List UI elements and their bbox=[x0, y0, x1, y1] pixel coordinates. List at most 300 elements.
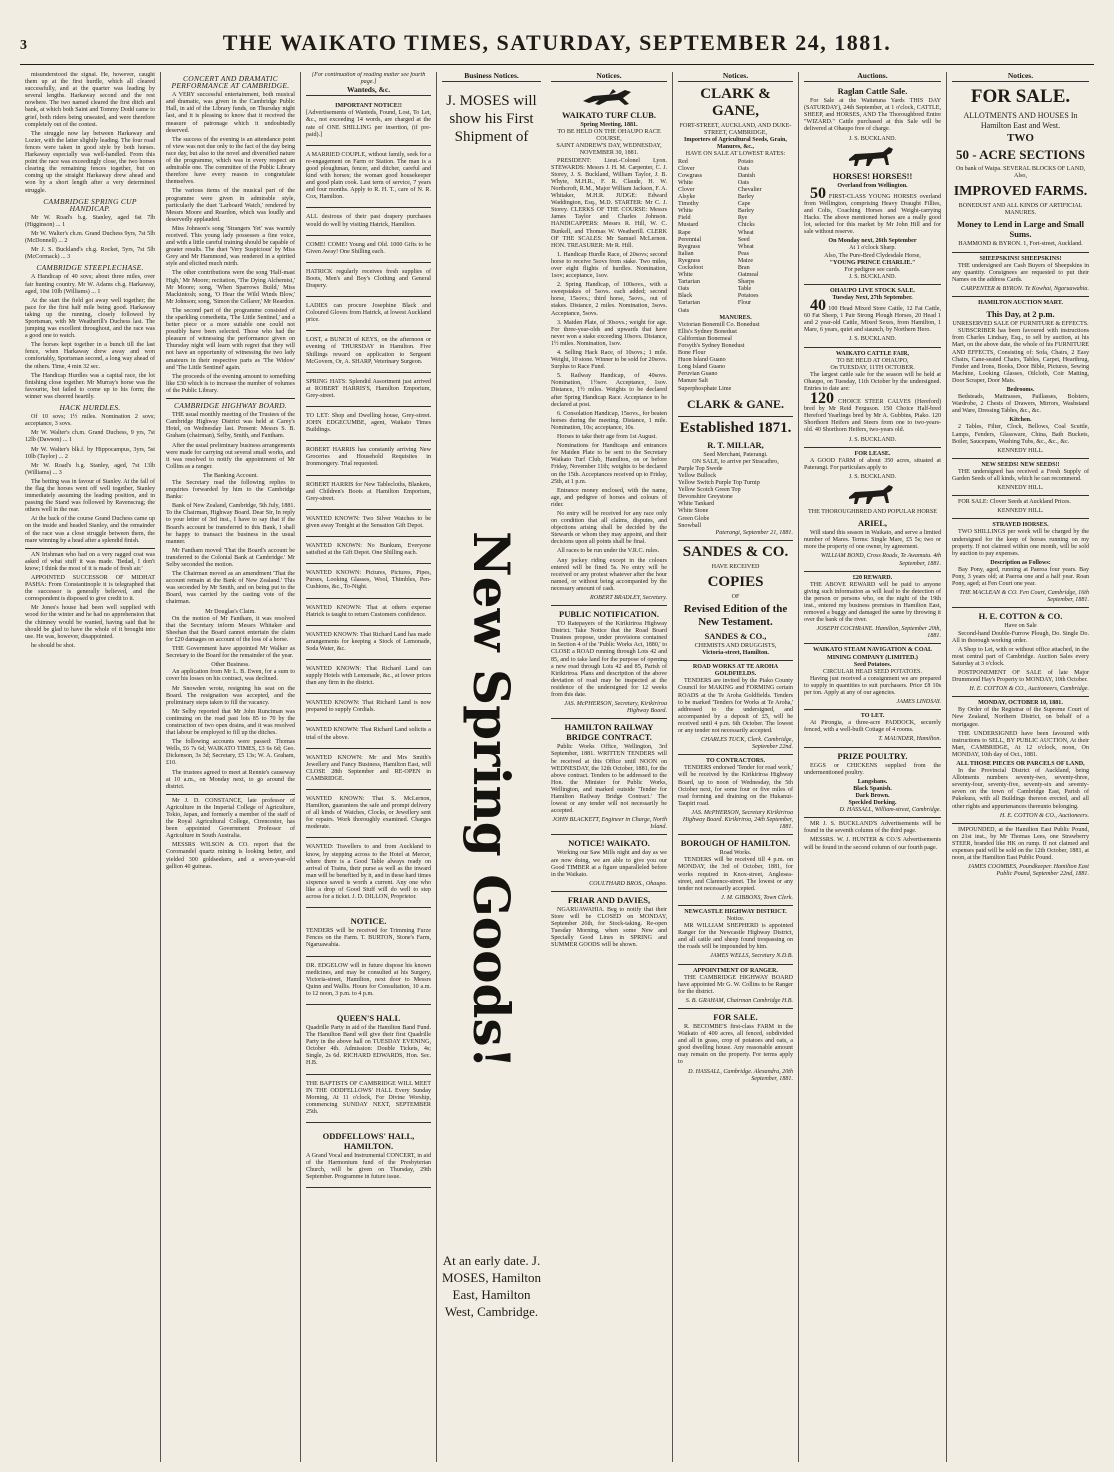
horse-icon bbox=[843, 145, 903, 169]
race-result: Mr W. Walter's ch.m. Grand Duchess 9yrs, 7st 5lb (McDonnell) ... 2 bbox=[25, 230, 155, 245]
manure-list bbox=[678, 322, 793, 393]
seed-list-left bbox=[678, 159, 733, 315]
improved-farms: IMPROVED FARMS. bbox=[953, 184, 1088, 200]
race-entry: 4. Selling Hack Race, of 10sovs.; 1 mile. Weight, 10 stone. Winner to be sold for 20sovs. Surplus to Race Fund. bbox=[551, 350, 667, 371]
divider bbox=[678, 1008, 793, 1009]
ad-text: 120 CHOICE STEER CALVES (Hereford) bred by Mr Reid Ferguson. 150 Choice Half-bred Hereford Yearlings bred by Mr A. Gubbins, Piako. 120 Shorthorn Heifers and Steers from one to two-years-old. 40 Shorthorn Heifers, two-years old. bbox=[804, 390, 941, 434]
millar-title: R. T. MILLAR, bbox=[707, 439, 764, 450]
column-6 bbox=[672, 72, 798, 1462]
seed-item: Flour bbox=[737, 300, 752, 307]
classified-ad: COME! COME! Young and Old. 1000 Gifts to be Given Away! One Shilling each. bbox=[306, 239, 431, 263]
article-paragraph: Bank of New Zealand, Cambridge, 5th July, 1881. To the Chairman, Highway Board. Dear Sir, In reply to your letter of 3rd inst., I have to say that if the Board's account be transferred to this Bank, I shall be happy to transact the business in the usual manner. bbox=[166, 503, 295, 545]
column-5 bbox=[546, 72, 672, 1462]
turnip-item: Devonshire Greystone bbox=[678, 494, 733, 501]
article-paragraph: MESSRS WILSON & CO. report that the Coromandel quartz mining is looking better, and yielded 300 goldseekers, and a seven-year-old gallion 40 guineas. bbox=[166, 842, 295, 870]
moses-ad-bottom: At an early date. J. MOSES, Hamilton East, Hamilton West, Cambridge. bbox=[442, 1253, 541, 1319]
ad-title: ARIEL, bbox=[857, 518, 888, 529]
article-paragraph: The horses kept together in a bunch till the last fence, when Harkaway drew away and won comfortably, Sportsman second, a long way ahead of the others. Time, 4 min 32 sec. bbox=[25, 342, 155, 370]
established-banner: Established 1871. bbox=[679, 419, 792, 436]
ad-title: NEWCASTLE HIGHWAY DISTRICT. bbox=[684, 908, 787, 915]
column-1 bbox=[20, 72, 160, 1462]
classified-ad: HATRICK regularly receives fresh supplies of Boots, Men's and Boy's Clothing and General Drapery. bbox=[306, 266, 431, 297]
condition: All races to be run under the V.R.C. rules. bbox=[557, 548, 659, 555]
article-paragraph: At the back of the course Grand Duchess came up on the inside and headed Stanley, and the remainder of the race was a close struggle between them, the mare winning by a head after a splendid finish. bbox=[25, 516, 155, 544]
race-heading: HACK HURDLES. bbox=[59, 403, 121, 413]
ad-text: SUBSCRIBER has been favoured with instructions from Charles Lindsay, Esq., to sell by auction, at his Mart, on the above date, the whole of his FURNITURE AND EFFECTS, Consisting of: Sofa, Chairs, 2 Easy Chairs, Cane-seated Chairs, Tables, Carpet, Hearthrug, Fender and Irons, Books, Door Bible, Pictures, Sewing Machine, Looking Glasses, Oilcloth, Coir Matting, Door Scraper, Door Mats. bbox=[952, 328, 1089, 384]
officers-list: PRESIDENT: Lieut.-Colonel Lyon. STEWARDS: Messrs J. H. M. Carpenter, C. J. Storey, J. S. Buckland, William Taylor, J. B. Whyte, M.H.R., F. R. Claude, H. W. Northcroft, R.M., Major William Jackson, F. A. Whitaker, M.H.R. JUDGE: Edward Waddington, Esq., M.D. STARTER: Mr C. J. Storey. CLERKS OF THE COURSE: Messrs James Taylor and Charles Johnson. HANDICAPPERS: Messrs R. Hill, W. C. Bunkell, and Thomas W. Weatherill. CLERK OF THE SCALES: Mr Samuel McLernon. HON. TREASURER: Mr R. Hill. bbox=[551, 157, 667, 249]
ad-text: A GOOD FARM of about 350 acres, situated at Paterangi. For particulars apply to bbox=[804, 457, 941, 471]
signature: H. E. COTTON & CO., Auctioneers, Cambridge. bbox=[969, 686, 1089, 693]
ad-text: MR WILLIAM SHEPHERD is appointed Ranger for the Newcastle Highway District, and all cattle and sheep found trespassing on the roads will be impounded by him. bbox=[678, 923, 793, 951]
sale-date: Tuesday Next, 27th September. bbox=[832, 294, 913, 301]
ad-text: FOR SALE: Clover Seeds at Auckland Prices. bbox=[958, 499, 1071, 506]
money-to-lend: Money to Lend in Large and Small Sums. bbox=[956, 219, 1085, 240]
two-label: TWO bbox=[1007, 132, 1034, 145]
classified-ad: WANTED KNOWN: That S. McLernon, Hamilton, guarantees the safe and prompt delivery of all kinds of Watches, Clocks, or Jewellery sent for repairs. Work thoroughly examined. Charges moderate. bbox=[306, 793, 431, 838]
signature: COULTHARD BROS., Ohaupo. bbox=[589, 880, 667, 887]
divider bbox=[551, 834, 667, 835]
manure-item: Bone Flour bbox=[678, 350, 706, 357]
racehorse-icon bbox=[579, 86, 639, 108]
clark-signature: CLARK & GANE. bbox=[686, 396, 784, 411]
article-paragraph: The trustees agreed to meet at Rennie's causeway at 10 a.m., on Monday next, to go around the district. bbox=[166, 769, 295, 790]
seed-item: Danish Oats bbox=[737, 172, 756, 186]
classified-ad: ROBERT HARRIS has constantly arriving New Groceries and Household Requisites in Ironmongery. Trial requested. bbox=[306, 444, 431, 475]
article-paragraph: THE usual monthly meeting of the Trustees of the Cambridge Highway District was held at Carey's Hotel, on Wednesday last. Present: Messrs S. B. Graham (chairman), Selby, Smith, and Fantham. bbox=[166, 412, 295, 440]
sale-date: This Day, at 2 p.m. bbox=[986, 309, 1055, 320]
divider bbox=[952, 495, 1089, 496]
sale-date: On Monday next, 26th September bbox=[828, 238, 917, 245]
article-paragraph: A Handicap of 40 sovs; about three miles, over fair hunting country. Mr W. Adams ch.g. Harkaway, aged, 10st 10lb (Williams) ... 1 bbox=[25, 274, 155, 295]
ad-text: For Sale at the Waitetuna Yards THIS DAY (SATURDAY), 24th September, at 1 o'clock, CATTLE, SHEEP, and HORSES, AND The Thoroughbred Entire "WIZARD." Cattle purchased at this Sale will be delivered at Ohaupo free of charge. bbox=[804, 98, 941, 133]
masthead-title: THE WAIKATO TIMES, SATURDAY, SEPTEMBER 24, 1881. bbox=[20, 30, 1094, 65]
condition: Any jockey riding except in the colours entered will be fined 5s. No entry will be received or any protest whatever after the hour named, or without being accompanied by the necessary amount of cash. bbox=[551, 557, 667, 592]
seed-item: White Tartarian Oats bbox=[678, 272, 700, 293]
ad-title: ROAD WORKS AT TE AROHA GOLDFIELDS. bbox=[692, 664, 779, 678]
manure-item: Peruvian Guano bbox=[678, 371, 718, 378]
divider bbox=[678, 540, 793, 541]
ad-title: STRAYED HORSES. bbox=[992, 522, 1049, 529]
allotments-line: ALLOTMENTS AND HOUSES In Hamilton East and West. bbox=[963, 111, 1078, 131]
column-header: Notices. bbox=[678, 72, 793, 82]
ad-text: TENDERS endorsed 'Tender for road work,' will be received by the Kirikiriroa Highway Board, up to noon of Wednesday, the 5th October next, for some four or five miles of road forming and draining on the Hukanui-Taupiri road. bbox=[678, 765, 793, 807]
signature: KENNEDY HILL. bbox=[997, 508, 1044, 515]
improved-sub: BONEDUST AND ALL KINDS OF ARTIFICIAL MANURES. bbox=[958, 203, 1083, 217]
ad-text: Working our Saw Mills night and day as we are now doing, we are able to give you our Good TIMBER at a figure unparalleled before in the Waikato. bbox=[551, 850, 667, 878]
signature: THE MACLEAN & CO. Fen Court, Cambridge, 16th September, 1881. bbox=[959, 590, 1089, 604]
ad-title: TO LET. bbox=[860, 713, 885, 720]
seed-list-right bbox=[738, 159, 793, 315]
race-result: Mr W. Road's b.g. Stanley, aged 6st 7lb (Higginson) ... 1 bbox=[25, 214, 155, 228]
ad-title: BOROUGH OF HAMILTON. bbox=[680, 838, 791, 849]
manure-item: Huon Island Guano bbox=[678, 357, 726, 364]
classified-ad: WANTED KNOWN: That Richard Land can supply Hotels with Lemonade, &c., at lower prices than any firm in the district. bbox=[306, 663, 431, 694]
race-heading: CAMBRIDGE SPRING CUP HANDICAP. bbox=[43, 196, 137, 213]
seed-item: Cowgrass bbox=[678, 172, 703, 179]
condition: Entrance money enclosed, with the name, age, and pedigree of horses and colours of rider. bbox=[551, 487, 667, 508]
ad-subtitle: Description as Follows: bbox=[990, 559, 1051, 566]
millar-subtitle: Seed Merchant, Paterangi. bbox=[703, 451, 768, 458]
subheading: Mr Douglas's Claim. bbox=[205, 608, 256, 615]
ad-title: TO CONTRACTORS. bbox=[705, 758, 766, 765]
article-paragraph: The success of the evening is an attendance point of view was not due only to the fact of the day being race day, but also to the novel and diversified nature of the programme, which was in every respect an admirable one. The committee of the Public Library therefore have every reason to congratulate themselves. bbox=[166, 136, 295, 186]
ad-text: A Grand Vocal and Instrumental CONCERT, in aid of the Harmonium fund of the Presbyterian Church, will be given on Thursday, 29th September. Programme in future issue. bbox=[306, 1153, 431, 1181]
column-8 bbox=[946, 72, 1094, 1462]
subheading: Other Business. bbox=[211, 662, 250, 669]
divider bbox=[952, 296, 1089, 297]
ad-title: HORSES! HORSES!! bbox=[832, 170, 913, 181]
signature: ROBERT BRADLEY, Secretary. bbox=[590, 595, 667, 601]
meeting-title: Spring Meeting, 1881. bbox=[580, 122, 638, 129]
manure-item: Forsyth's Sydney Bonedust bbox=[678, 343, 745, 349]
seed-item: Italian Ryegrass bbox=[678, 250, 701, 264]
race-entry: 5. Railway Handicap, of 40sovs. Nomination, 1½sov. Acceptance, 1sov. Distance, 1½ miles. Weights to be declared after Spring Handicap Race. Acceptance to be declared at post. bbox=[551, 373, 667, 408]
article-paragraph: THE Government have appointed Mr Walker as Secretary to the Board for the remainder of the year. bbox=[166, 646, 295, 660]
article-paragraph: After the usual preliminary business arrangements were made for carrying out several small works, and it was resolved to notify the appointment of Mr Collins as a ranger. bbox=[166, 442, 295, 470]
article-paragraph: On the motion of Mr Fantham, it was resolved that the Secretary inform Messrs Whitaker and Sheehan that the Board cannot entertain the claim for £20 damages on account of the loss of a horse. bbox=[166, 615, 295, 643]
divider bbox=[25, 548, 155, 549]
divider bbox=[952, 518, 1089, 519]
moses-ad-top: J. MOSES will show his First Shipment of bbox=[446, 93, 537, 146]
signature: S. B. GRAHAM, Chairman Cambridge H.B. bbox=[685, 997, 793, 1004]
ad-title: NEW SEEDS! NEW SEEDS!! bbox=[981, 461, 1060, 468]
seed-item: Peas bbox=[737, 250, 749, 257]
classified-ad: WANTED KNOWN: Mr and Mrs Smith's Jewellery and Fancy Business, Hamilton East, will CLOSE 28th September and RE-OPEN in CAMBRIDGE. bbox=[306, 752, 431, 790]
article-paragraph: The Handicap Hurdles was a capital race, the lot finishing close together. Mr Murray's horse was the favourite, but failed to come up to his form; the winner was cheered heartily. bbox=[25, 372, 155, 400]
ad-title: FOR LEASE. bbox=[854, 450, 891, 457]
classified-ad: WANTED KNOWN: That Richard Land has made arrangements for keeping a Stock of Lemonade, Soda Water, &c. bbox=[306, 629, 431, 660]
manure-item: Ellis's Sydney Bonedust bbox=[678, 328, 737, 335]
divider bbox=[804, 709, 941, 710]
ad-text: NGARUAWAHIA. Beg to notify that their Store will be CLOSED on MONDAY, September 26th, for Stock-taking. Re-open Tuesday Morning, when some New and Specially Good Lines in SPRING and SUMMER GOODS will be shown. bbox=[551, 906, 667, 949]
article-paragraph: The following accounts were passed: Thomas Wells, £6 7s 6d; WAIKATO TIMES, £3 6s 6d; Geo. Dickenson, 3s 3d; Secretary, £5 13s; W. A. Graham, £10. bbox=[166, 739, 295, 767]
ad-text: IMPOUNDED, at the Hamilton East Public Pound, on 21st inst., by Mr Thomas Lees, one Strawberry STEER, branded like HK on rump. If not claimed and expenses paid will be sold on the 12th October, 1881, at noon, at the Hamilton East Public Pound. bbox=[952, 826, 1089, 862]
section-heading: CONCERT AND DRAMATIC PERFORMANCE AT CAMBRIDGE. bbox=[171, 74, 290, 91]
club-title: WAIKATO TURF CLUB. bbox=[562, 110, 656, 121]
sale-date: On TUESDAY, 11TH OCTOBER. bbox=[830, 364, 915, 371]
divider bbox=[952, 252, 1089, 253]
condition: No entry will be received for any race only on condition that all claims, disputes, and objections arising shall be decided by the Stewards or whom they may appoint, and their decisions upon all points shall be final. bbox=[551, 510, 667, 546]
signature: D. HASSALL, Cambridge. Alexandra, 20th September, 1881. bbox=[688, 1068, 793, 1082]
signature: T. MAUNDER, Hamilton. bbox=[878, 736, 941, 743]
column-header: Notices. bbox=[952, 72, 1089, 82]
ad-text: Bedsteads, Mattrasses, Paillasses, Bolsters, Wardrobe, 2 Chests of Drawers, Mirrors, Washstand and Ware, Dressing Tables, &c., &c. bbox=[952, 394, 1089, 415]
divider bbox=[804, 284, 941, 285]
notice-text: TENDERS will be received for Trimming Furze Fences on the Farm. T. BURTON, Stone's Farm, Ngaruawahia. bbox=[306, 928, 431, 949]
ad-subtitle: THE THOROUGHBRED AND POPULAR HORSE bbox=[808, 509, 937, 516]
column-header: Notices. bbox=[551, 72, 667, 82]
seed-item: Table Potatoes bbox=[737, 286, 759, 300]
race-result: Of 10 sovs; 1½ miles. Nomination 2 sovs; acceptance, 3 sovs. bbox=[25, 414, 155, 428]
classified-ad: ROBERT HARRIS for New Tablecloths, Blankets, and Children's Boots at Hamilton Emporium, Grey-street. bbox=[306, 479, 431, 510]
classified-ad: WANTED KNOWN: That Richard Land is now prepared to supply Cordials. bbox=[306, 697, 431, 721]
classified-ad: TO LET: Shop and Dwelling house, Grey-street. JOHN EDGECUMBE, agent, Waikato Times Buildings. bbox=[306, 410, 431, 441]
ad-subtitle: Overland from Wellington. bbox=[837, 182, 908, 189]
divider bbox=[952, 458, 1089, 459]
article-paragraph: Miss Johnson's song 'Strangers Yet' was warmly received. This young lady possesses a fine voice, and with a little careful training should be capable of greater results. The duet 'Very Suspicious' by Miss Grey and Mr Hammond, was rendered in a spirited style and elicited much mirth. bbox=[166, 225, 295, 268]
signature: KENNEDY HILL. bbox=[997, 447, 1044, 454]
signature: JAS. McPHERSON, Secretary, Kirikiriroa Highway Board. bbox=[564, 701, 667, 715]
signature: H. E. COTTON & CO., Auctioneers. bbox=[999, 812, 1089, 819]
ad-title: APPOINTMENT OF RANGER. bbox=[693, 967, 778, 974]
article-paragraph: misunderstood the signal. He, however, caught them up at the first hurdle, which all cleared successfully, and at the quarter was leading by several lengths. Harkaway second and the rest nowhere. The two named cleared the first ditch and bank, at which both Saint and Tommy Dodd came to grief, both riders being unseated, and were therefore completely out of the contest. bbox=[25, 72, 155, 128]
classified-ad: LOST, a BUNCH of KEYS, on the afternoon or evening of THURSDAY in Hamilton. Five Shillings reward on application to Sergeant McGovern, Or, A. SHARP, Veterinary Surgeon. bbox=[306, 334, 431, 372]
number-onetwenty: 120 bbox=[810, 390, 834, 408]
divider bbox=[551, 718, 667, 719]
signature: J. S. BUCKLAND. bbox=[848, 336, 897, 343]
race-entry: 6. Consolation Handicap, 15sovs., for beaten horses during the meeting. Distance, 1 mile. Nomination, 10s; acceptance, 10s. bbox=[551, 410, 667, 431]
classified-ad: WANTED KNOWN: No Bunkum, Everyone satisfied at the Gift Depot. One Shilling each. bbox=[306, 540, 431, 564]
turnip-item: White Stone bbox=[678, 508, 709, 515]
ad-text: THE undersigned has received a Fresh Supply of Garden Seeds of all kinds, which he can recommend. bbox=[952, 468, 1089, 482]
race-heading: CAMBRIDGE STEEPLECHASE. bbox=[36, 263, 144, 273]
seed-item: Oatmeal bbox=[737, 272, 759, 279]
ad-title: FOR SALE. bbox=[713, 1012, 758, 1022]
seed-item: Rape bbox=[678, 229, 691, 236]
seed-item: Rye bbox=[737, 215, 748, 222]
ad-text: Second-hand Double-Furrow Plough, Do. Single Do. All in thorough working order. bbox=[952, 630, 1089, 644]
divider bbox=[804, 747, 941, 748]
horse-note: For pedigree see cards. bbox=[844, 266, 901, 273]
signature: J. S. BUCKLAND. bbox=[848, 436, 897, 443]
ad-text: POSTPONEMENT OF SALE of late Major Drummond Hay's Property to MONDAY, 10th October. bbox=[952, 669, 1089, 684]
sandes-title: SANDES & CO. bbox=[682, 543, 789, 560]
classified-ad: WANTED KNOWN: Two Silver Watches to be given away Tonight at the Sensation Gift Depot. bbox=[306, 513, 431, 537]
number-forty: 40 bbox=[810, 297, 826, 315]
divider bbox=[551, 605, 667, 606]
ad-title: PUBLIC NOTIFICATION. bbox=[559, 609, 659, 620]
ad-title: OHAUPO LIVE STOCK SALE. bbox=[830, 287, 915, 294]
race-result: Mr W. Road's b.g. Stanley, aged, 7st 13lb (Williams) ... 3 bbox=[25, 462, 155, 476]
ad-subtitle: ALL THOSE PIECES OR PARCELS OF LAND, bbox=[956, 761, 1085, 767]
sandes-copies: COPIES bbox=[707, 573, 764, 590]
signature: Paterangi, September 21, 1881. bbox=[715, 529, 793, 536]
ad-text: THE undersigned are Cash Buyers of Sheepskins in any quantity. Consignees are requested to put their Names on the address Cards. bbox=[952, 262, 1089, 283]
ad-title: WAIKATO STEAM NAVIGATION & COAL MINING COMPANY (LIMITED.) bbox=[812, 647, 933, 661]
notice-title: IMPORTANT NOTICE!! bbox=[335, 103, 402, 110]
ad-title: MONDAY, OCTOBER 10, 1881. bbox=[978, 700, 1063, 707]
classified-ad: A MARRIED COUPLE, without family, seek for a re-engagement on Farm or Station. The man is a good ploughman, fencer, and ditcher, careful and kind with horses; the woman good housekeeper and good plain cook. Last term of service, 7 years and four months. Apply to R. H. T., care of N. R. Cox, Hamilton. bbox=[306, 149, 431, 209]
seed-item: Chevalier Barley bbox=[737, 186, 762, 201]
article-paragraph: Mr Fantham moved 'That the Board's account be transferred to the Colonial Bank at Cambridge.' Mr Selby seconded the motion. bbox=[166, 547, 295, 568]
ad-text: 2 Tables, Filter, Clock, Bellows, Coal Scuttle, Lamps, Fenders, Glassware, China, Bath Buckets, Boiler, Saucepans, Washing Tubs, &c., &c., &c. bbox=[952, 424, 1089, 445]
divider bbox=[952, 696, 1089, 697]
article-paragraph: APPOINTED SUCCESSOR OF MIDHAT PASHA: From Constantinople it is telegraphed that the successor is generally believed, and the correspondent is disposed to give credit to it. bbox=[25, 575, 155, 603]
ad-text: MR J. S. BUCKLAND'S Advertisements will be found in the seventh column of the third page. bbox=[804, 821, 941, 835]
horse-name: "YOUNG PRINCE CHARLIE." bbox=[829, 259, 916, 266]
seed-item: Maize bbox=[737, 257, 754, 264]
column-header: Auctions. bbox=[804, 72, 941, 82]
ad-title: H. E. COTTON & CO. bbox=[978, 611, 1063, 622]
millar-intro: ON SALE, to arrive per Stracathro, bbox=[692, 458, 779, 465]
classified-ad: LADIES can procure Josephine Black and Coloured Gloves from Hatrick, at lowest Auckland price. bbox=[306, 300, 431, 331]
ad-title: SHEEPSKINS! SHEEPSKINS! bbox=[979, 255, 1062, 262]
signature: JOHN BLACKETT, Engineer in Charge, North Island. bbox=[552, 817, 667, 831]
signature: JAMES WELLS, Secretary N.D.B. bbox=[710, 953, 793, 960]
ad-subtitle: Seed Potatoes. bbox=[853, 661, 892, 668]
divider bbox=[166, 794, 295, 795]
signature: JOSEPH COCHRANE. Hamilton, September 20th, 1881. bbox=[816, 626, 941, 640]
meeting-venue: TO BE HELD ON THE OHAUPO RACE COURSE, bbox=[557, 129, 661, 143]
breed: Black Spanish. bbox=[853, 785, 892, 792]
turnip-item: Green Globe bbox=[678, 515, 710, 522]
number-fifty: 50 bbox=[810, 184, 826, 202]
ad-subtitle: CIRCULAR HEAD SEED POTATOES. bbox=[823, 668, 922, 675]
signature: CHARLES TUCK, Clerk. Cambridge, September 22nd. bbox=[700, 737, 793, 751]
ad-title: ODDFELLOWS' HALL, HAMILTON. bbox=[322, 1131, 415, 1151]
notice-text: [Advertisements of Wanteds, Found, Lost, To Let, &c., not exceeding 14 words, are charged at the rate of ONE SHILLING per insertion, (if pre-paid).] bbox=[306, 110, 431, 138]
clark-intro: HAVE ON SALE AT LOWEST RATES: bbox=[685, 151, 786, 158]
sandes-address: Victoria-street, Hamilton. bbox=[702, 650, 769, 657]
signature: CARPENTER & BYRON. Te Kowhai, Ngaruawahia. bbox=[960, 285, 1089, 292]
classified-ad: ALL desirous of their past drapery purchases would do well by visiting Hatrick, Hamilton. bbox=[306, 211, 431, 235]
divider bbox=[678, 964, 793, 965]
ad-subtitle: UNRESERVED SALE OF FURNITURE & EFFECTS. bbox=[952, 321, 1089, 328]
classified-ad: DR. EDGELOW will in future dispose his known medicines, and may be consulted at his Surgery, Victoria-street, Hamilton, next door to Messrs Quinn and Wallis. Hours for Consultation, 10 a.m. to 12 noon, 3 p.m. to 4 p.m. bbox=[306, 960, 431, 1005]
room-heading: Kitchen. bbox=[1009, 417, 1032, 424]
divider bbox=[678, 905, 793, 906]
classified-ad: SPRING HATS: Splendid Assortment just arrived at ROBERT HARRIS'S, Hamilton Emporium, Grey-street. bbox=[306, 376, 431, 407]
column-header: Business Notices. bbox=[442, 72, 541, 82]
seed-item: Perennial Ryegrass bbox=[678, 236, 702, 250]
race-entry: 1. Handicap Hurdle Race, of 20sovs; second horse to receive 5sovs from stake. Two miles, over eight flights of hurdles. Nomination, 1sov; acceptance, 1sov. bbox=[551, 251, 667, 280]
ad-text: The largest cattle sale for the season will be held at Ohaupo, on Tuesday, 11th October by the undersigned. Entries to date are: bbox=[804, 371, 941, 392]
ad-text: Public Works Office, Wellington, 3rd September, 1881. WRITTEN TENDERS will be received at this Office until NOON on WEDNESDAY, the 12th October, 1881, for the above contract. Tenders to be addressed to the Hon. the Minister for Public Works, Wellington, and marked outside 'Tender for Hamilton Railway Bridge Contract.' The lowest or any tender will not necessarily be accepted. bbox=[551, 744, 667, 815]
ad-subtitle: TO BE HELD AT OHAUPO, bbox=[836, 357, 909, 364]
ad-text: Bay Pony, aged, running at Paeroa four years. Bay Pony, 3 years old; at Paeroa one and a half year. Roan Pony, aged; at Fen Court one year. bbox=[952, 566, 1089, 588]
manure-item: Manure Salt bbox=[678, 378, 708, 385]
divider bbox=[551, 891, 667, 892]
notice-title: NOTICE. bbox=[350, 916, 387, 927]
article-paragraph: The Chairman moved as an amendment 'That the account remain at the Bank of New Zealand.' This was seconded by Mr Smith, and on being put to the Board, was carried by the casting vote of the chairman. bbox=[166, 571, 295, 606]
signature: J. S. BUCKLAND. bbox=[848, 273, 897, 280]
ad-text: THE CAMBRIDGE HIGHWAY BOARD have appointed Mr G. W. Collins to be Ranger for the district. bbox=[678, 974, 793, 995]
seed-item: Cape Barley bbox=[737, 201, 755, 215]
breed: Speckled Dorking. bbox=[848, 800, 897, 807]
ad-text: THE UNDERSIGNED have been favoured with instructions to SELL, BY PUBLIC AUCTION, At their Mart, CAMBRIDGE, At 12 o'clock, noon, On MONDAY, 10th day of Oct., 1881. bbox=[952, 730, 1089, 758]
article-paragraph: he should be shot. bbox=[31, 642, 76, 649]
ad-text: In the Provincial District of Auckland, being Allotments numbers seventy-two, seventy-three, seventy-four, seventy-five, seventy-six and seventy-seven on the town of Cambridge East, Parish of Pukekura, with all Buildings thereon erected, and all other rights and appurtenances thereunto belonging. bbox=[952, 768, 1089, 810]
seed-item: Sharps bbox=[737, 279, 755, 286]
classified-ad: THE BAPTISTS OF CAMBRIDGE WILL MEET IN THE ODDFELLOWS' HALL Every Sunday Morning, At 11 o'clock, For Divine Worship, commencing SUNDAY NEXT, SEPTEMBER 25th. bbox=[306, 1078, 431, 1123]
article-paragraph: Mr Selby reported that Mr John Runciman was continuing on the road past lots 85 to 70 by the construction of two open drains, and it was resolved that labour be employed to fill up the ditches. bbox=[166, 708, 295, 737]
article-paragraph: AN Irishman who had on a very ragged coat was asked of what stuff it was made. 'Bedad, I don't know; I think the most of it is made of fresh air.' bbox=[25, 551, 155, 572]
turnip-item: Yellow Scotch Green Top bbox=[678, 487, 741, 494]
ad-text: TENDERS will be received till 4 p.m. on MONDAY, the 3rd of October, 1881, for works required in Knox-street, Anglesea-street, and Clarence-street. The lowest or any tender not necessarily accepted. bbox=[678, 857, 793, 892]
classified-ad: WANTED KNOWN: That at others expense Hatrick is taught to return Customers confidence. bbox=[306, 602, 431, 626]
subheading: The Banking Account. bbox=[202, 472, 258, 479]
article-paragraph: The Secretary read the following replies to enquiries forwarded by him to the Cambridge Banks: bbox=[166, 479, 295, 501]
meeting-date: SAINT ANDREW'S DAY, WEDNESDAY, NOVEMBER 30, 1881. bbox=[556, 143, 662, 157]
article-paragraph: The betting was in favour of Stanley. At the fall of the flag the horses went off well together, Stanley immediately assuming the leading position, and in passing the Stand was followed by Ravenscrag; the others well in the rear. bbox=[25, 478, 155, 514]
clark-address: FORT-STREET, AUCKLAND, AND DUKE-STREET, CAMBRIDGE, bbox=[679, 123, 792, 137]
ad-title: PRIZE POULTRY. bbox=[837, 750, 908, 761]
ad-title: FRIAR AND DAVIES, bbox=[567, 894, 651, 905]
ad-title: NOTICE! WAIKATO. bbox=[568, 838, 650, 849]
horse-icon bbox=[843, 483, 903, 507]
sandes-edition: Revised Edition of the New Testament. bbox=[683, 602, 788, 628]
ad-title: Raglan Cattle Sale. bbox=[837, 86, 908, 97]
signature: JAMES LINDSAY. bbox=[896, 699, 941, 706]
manure-item: Victorian Bonemill Co. Bonedust bbox=[678, 321, 760, 328]
sections-sub: On bank of Waipa. SEVERAL BLOCKS OF LAND, Also, bbox=[955, 166, 1086, 180]
ad-text: R. BECOMBE'S first-class FARM in the Waikato of 400 acres, all fenced, subdivided and all in grass, crop of potatoes and oats, a good dwelling house. Any reasonable amount may remain on the property. For terms apply to bbox=[678, 1024, 793, 1066]
article-paragraph: A VERY successful entertainment, both musical and dramatic, was given in the Cambridge Public Hall, in aid of the Library funds, on Thursday night last, and it is pleasing to know that it received the measure of patronage which it undoubtedly deserved. bbox=[166, 92, 295, 134]
article-paragraph: An application from Mr L. B. Ewen, for a sum to cover his losses on his contract, was declined. bbox=[166, 669, 295, 683]
divider bbox=[804, 643, 941, 644]
divider bbox=[804, 447, 941, 448]
seed-item: Black Tartarian Oats bbox=[678, 293, 700, 314]
ad-title: QUEEN'S HALL bbox=[336, 1012, 401, 1023]
turnip-item: White Tankard bbox=[678, 501, 715, 508]
divider bbox=[678, 754, 793, 755]
divider bbox=[166, 398, 295, 399]
new-spring-goods-banner: New Spring Goods! bbox=[462, 531, 521, 1069]
section-heading: CAMBRIDGE HIGHWAY BOARD. bbox=[173, 401, 288, 411]
ad-text: MESSRS. W. J. HUNTER & CO.'S Advertisements will be found in the second column of our fourth page. bbox=[804, 837, 941, 851]
clark-gane-title: CLARK & GANE, bbox=[700, 86, 771, 120]
seed-list bbox=[678, 159, 793, 315]
breed: Dark Brown. bbox=[855, 792, 890, 799]
ad-text: Having just received a consignment we are prepared to supply in quantities to suit purchasers. Price £8 10s per ton. Apply at any of our agencies. bbox=[804, 675, 941, 696]
seed-item: Alsyke bbox=[678, 194, 696, 201]
seed-item: Potato Oats bbox=[737, 158, 754, 172]
column-header: Wanteds, &c. bbox=[306, 86, 431, 96]
ad-title: HAMILTON RAILWAY BRIDGE CONTRACT. bbox=[564, 722, 654, 743]
seed-item: Seed Wheat bbox=[737, 236, 754, 250]
clark-subtitle: Importers of Agricultural Seeds, Grain, Manures, &c., bbox=[684, 137, 787, 151]
sandes-line: HAVE RECEIVED bbox=[711, 563, 760, 570]
seed-item: Chicks Wheat bbox=[737, 222, 755, 236]
ad-text: Will stand this season in Waikato, and serve a limited number of Mares. Terms: Single Mare, £5 5s; two or more the property of one owner, by agreement. bbox=[804, 530, 941, 551]
article-paragraph: The various items of the musical part of the programme were given in admirable style, particularly the duet 'Larboard Watch,' rendered by Messrs Moore and Reardon, which was loudly and deservedly applauded. bbox=[166, 188, 295, 223]
turnip-list bbox=[678, 466, 793, 530]
signature: KENNEDY HILL. bbox=[997, 485, 1044, 492]
signature: J. S. BUCKLAND. bbox=[848, 135, 897, 142]
classified-ad: WANTED KNOWN: Pictures, Pictures, Pipes, Purses, Looking Glasses, Wool, Thimbles, Pen-Cushions, &c., To-Night. bbox=[306, 567, 431, 598]
ad-text: TENDERS are invited by the Piako County Council for MAKING and FORMING certain ROADS at the Te Aroha Goldfields. Tenders to be marked 'Tenders for Works at Te Aroha,' addressed to the undersigned, and accompanied by a deposit of £5, will be received until 4 p.m. 6th October. The lowest or any tender not necessarily accepted. bbox=[678, 678, 793, 734]
race-result: Mr J. S. Buckland's ch.g. Rocket, 5yrs, 7st 5lb (McCormack) ... 3 bbox=[25, 247, 155, 261]
seed-item: Bran bbox=[737, 264, 750, 271]
race-entry: 2. Spring Handicap, of 100sovs., with a sweepstakes of 5sovs. each added; second horse, 15sovs.; third horse, 5sovs., out of stakes. Distance, 2 miles. Nomination, 3sovs. Acceptance, 5sovs. bbox=[551, 282, 667, 317]
column-2 bbox=[160, 72, 300, 1462]
ad-text: THE ABOVE REWARD will be paid to anyone giving such information as will lead to the detection of the person or persons who, on the night of the 19th inst., entered my business premises in Hamilton East, removed a buggy and damaged the same by throwing it over the bank of the river. bbox=[804, 581, 941, 624]
ad-text: 40 100 Head Mixed Store Cattle, 12 Fat Cattle, 60 Fat Sheep, 1 Pair Strong Plough Horses, 20 Head 1 and 2 year-old Cattle, Mixed Sexes, from Hamilton, 1 Mare, 6 years, quiet and staunch, by Northern Hero. bbox=[804, 297, 941, 334]
manure-item: Superphosphate Lime bbox=[678, 385, 732, 392]
column-7 bbox=[798, 72, 946, 1462]
manure-item: Long Island Guano bbox=[678, 364, 726, 371]
fifty-acre-sections: 50 - ACRE SECTIONS bbox=[956, 147, 1085, 163]
condition: Nominations for Handicaps and entrances for Maiden Plate to be sent to the Secretary Waikato Turf Club, Hamilton, on or before Friday, November 11th; weights to be declared on the 15th. Acceptances received up to Friday, 25th, at 1 p.m. bbox=[551, 443, 667, 485]
article-paragraph: The other contributions were the song 'Half-mast High,' Mr Moore; recitation, 'The Dying Alchemist,' Mr Moore; song, 'When Sparrows Build,' Miss Mackintosh; song, 'O Hear the Wild Winds Blow,' Mr Johnson; song, 'Simon the Cellarer,' Mr Reardon. bbox=[166, 270, 295, 305]
divider bbox=[678, 660, 793, 661]
article-paragraph: The struggle now lay between Harkaway and Lozier, with the latter slightly leading. The four road fences were taken in good style by both horses. Harkaway especially was well-handled. From this point the race was exceedingly close, the two horses clearing the remaining fences together, but on coming up the straight Harkaway drew ahead and won by a short length after a very determined struggle. bbox=[25, 130, 155, 194]
sale-time: At 1 o'clock Sharp. bbox=[849, 245, 896, 252]
signature: WILLIAM BOND, Cross Roads, Te Awamutu. 4th September, 1881. bbox=[820, 553, 941, 567]
sandes-line: OF bbox=[731, 593, 740, 600]
divider bbox=[678, 416, 793, 417]
signature: J. S. BUCKLAND. bbox=[848, 473, 897, 480]
race-result: Mr W. Walter's ch.m. Grand Duchess, 9 yrs, 7st 12lb (Dawson) ... 1 bbox=[25, 430, 155, 444]
article-paragraph: Mr Jones's house had been well supplied with wood for the winter and he had no apprehension that the chimney would be wanted, having said that he should be glad to have the whole of it brought into use. He was, however, disappointed. bbox=[25, 605, 155, 640]
seed-item: White Clover bbox=[678, 179, 695, 193]
ad-title: £20 REWARD. bbox=[852, 574, 893, 581]
manure-item: Californian Bonemeal bbox=[678, 335, 732, 342]
ad-title: WAIKATO CATTLE FAIR, bbox=[835, 350, 910, 357]
divider bbox=[804, 347, 941, 348]
divider bbox=[952, 607, 1089, 608]
article-paragraph: Mr J. D. CONSTANCE, late professor of Agriculture in the Imperial College of Agriculture, Tokio, Japan, and formerly a member of the staff of the Royal Agricultural College, Cirencester, has been appointed Government Professor of Agriculture in South Australia. bbox=[166, 797, 295, 840]
